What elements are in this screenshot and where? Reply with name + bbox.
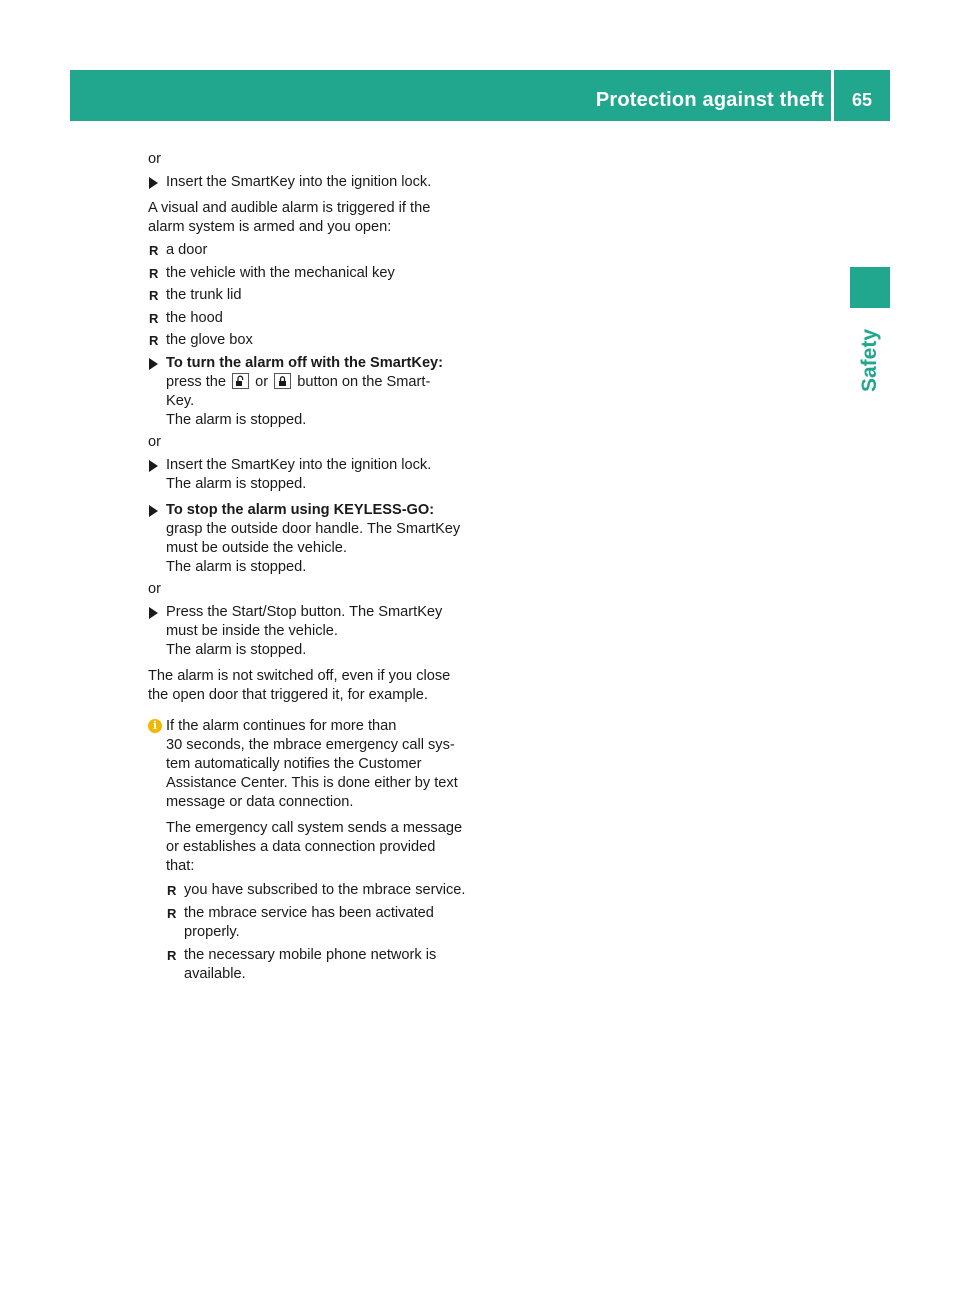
step-result: The alarm is stopped.	[166, 476, 307, 493]
list-item-text: the trunk lid	[166, 287, 242, 304]
action-arrow-icon	[149, 607, 158, 619]
note-paragraph	[148, 667, 484, 705]
info-line: Assistance Center. This is done either by text	[166, 775, 458, 792]
info-line: tem automatically notifies the Customer	[166, 756, 422, 773]
step-result: The alarm is stopped.	[166, 412, 307, 429]
or-text: or	[148, 151, 161, 167]
bullet-icon: R	[149, 288, 159, 304]
list-item	[148, 241, 484, 260]
action-step	[148, 173, 484, 192]
info-line: The emergency call system sends a message	[166, 820, 463, 837]
step-text: button on the Smart-	[297, 374, 431, 391]
list-item-text: the mbrace service has been activated properly.	[184, 904, 434, 940]
page-title: Protection against theft	[595, 89, 824, 111]
header-bar	[70, 70, 890, 121]
section-label-text: Safety	[858, 328, 881, 392]
step-result: The alarm is stopped.	[166, 559, 307, 576]
list-item-text: the hood	[166, 309, 223, 326]
unlock-icon	[232, 373, 249, 389]
action-arrow-icon	[149, 460, 158, 472]
list-item-text: the glove box	[166, 332, 253, 349]
list-item	[148, 264, 484, 283]
bullet-icon: R	[149, 243, 159, 258]
info-paragraph	[166, 717, 484, 812]
list-item	[166, 904, 484, 942]
action-arrow-icon	[149, 505, 158, 517]
bullet-icon: R	[167, 883, 177, 899]
list-item-text: a door	[166, 242, 208, 258]
or-text: or	[148, 434, 161, 451]
list-item-text: the necessary mobile phone network is available.	[184, 946, 437, 982]
note-line: the open door that triggered it, for example.	[148, 687, 428, 704]
step-text: or	[255, 374, 269, 391]
info-line: or establishes a data connection provided	[166, 839, 436, 856]
list-item	[148, 331, 484, 350]
intro-line: A visual and audible alarm is triggered if the	[148, 200, 431, 216]
bullet-icon: R	[149, 333, 159, 349]
list-item-text: you have subscribed to the mbrace service.	[184, 882, 466, 899]
lock-icon	[274, 373, 291, 389]
trigger-list	[148, 241, 484, 350]
info-line: message or data connection.	[166, 794, 354, 811]
list-item	[148, 286, 484, 305]
action-step	[148, 603, 484, 660]
note-line: The alarm is not switched off, even if you close	[148, 668, 451, 685]
list-item	[166, 946, 484, 984]
or-text: or	[148, 581, 161, 598]
step-heading: To stop the alarm using KEYLESS-GO:	[166, 502, 435, 519]
info-line: 30 seconds, the mbrace emergency call sys-	[166, 737, 455, 754]
bullet-icon: R	[149, 310, 159, 326]
info-line: that:	[166, 858, 195, 875]
info-line: If the alarm continues for more than	[166, 718, 397, 735]
action-step	[148, 354, 484, 430]
bullet-icon: R	[167, 905, 177, 921]
header-divider	[831, 70, 834, 121]
list-item	[166, 881, 484, 900]
action-step	[148, 456, 484, 494]
step-text: Insert the SmartKey into the ignition lock.	[166, 174, 432, 190]
list-item-text: the vehicle with the mechanical key	[166, 264, 395, 281]
step-text: must be outside the vehicle.	[166, 540, 347, 557]
intro-paragraph	[148, 199, 484, 237]
step-text: press the	[166, 374, 227, 391]
step-heading: To turn the alarm off with the SmartKey:	[166, 355, 444, 372]
bullet-icon: R	[167, 947, 177, 963]
info-box	[148, 717, 484, 983]
bullet-icon: R	[149, 265, 159, 281]
section-side-label	[850, 328, 890, 482]
step-text: grasp the outside door handle. The SmartKey	[166, 521, 461, 538]
step-result: The alarm is stopped.	[166, 642, 307, 659]
action-step	[148, 501, 484, 577]
list-item	[148, 309, 484, 328]
step-text: Insert the SmartKey into the ignition lock.	[166, 457, 432, 474]
step-text: must be inside the vehicle.	[166, 623, 338, 640]
info-paragraph	[166, 819, 484, 876]
intro-line: alarm system is armed and you open:	[148, 219, 392, 235]
step-text: Press the Start/Stop button. The SmartKey	[166, 604, 443, 621]
step-text: Key.	[166, 393, 195, 410]
action-arrow-icon	[149, 358, 158, 370]
action-arrow-icon	[149, 177, 158, 189]
main-content	[148, 150, 484, 988]
condition-list	[166, 881, 484, 983]
page-number: 65	[851, 90, 872, 110]
info-icon: i	[148, 719, 162, 733]
